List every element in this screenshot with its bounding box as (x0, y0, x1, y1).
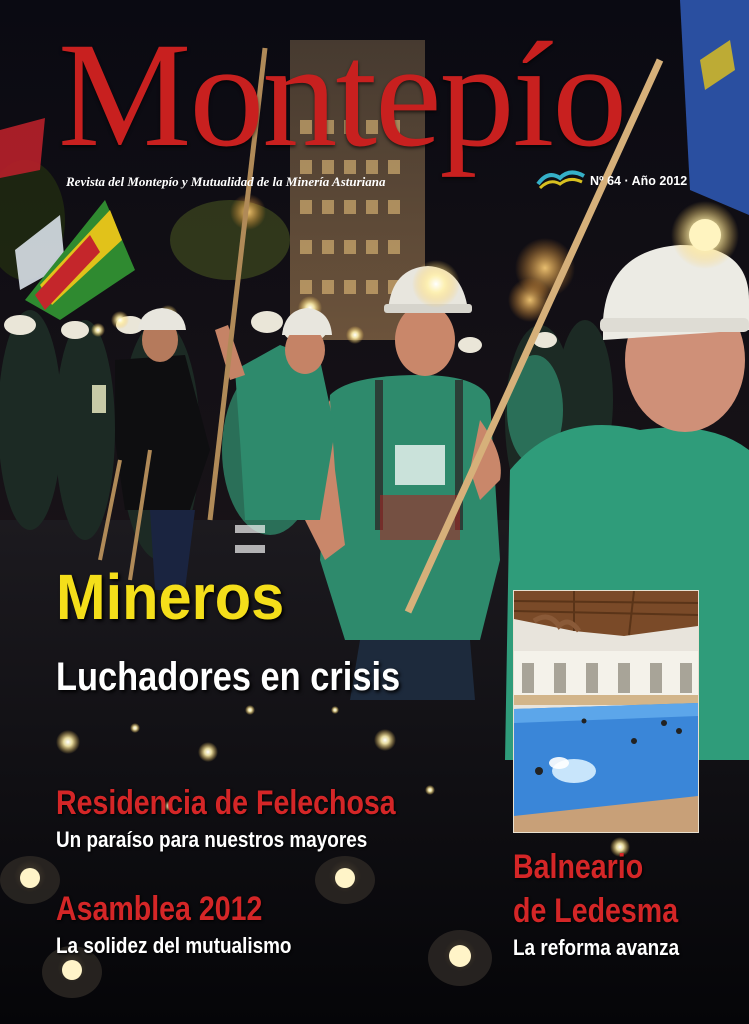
cover-headline: Mineros (56, 561, 285, 633)
story-subtitle-balneario: La reforma avanza (513, 935, 680, 960)
story-title-residencia: Residencia de Felechosa (56, 784, 396, 822)
story-subtitle-asamblea: La solidez del mutualismo (56, 933, 292, 958)
masthead-subtitle: Revista del Montepío y Mutualidad de la Minería Asturiana (66, 174, 386, 189)
story-title-balneario-line1: Balneario (513, 848, 644, 886)
masthead-title: Montepío (58, 12, 626, 178)
story-subtitle-residencia: Un paraíso para nuestros mayores (56, 827, 368, 852)
issue-number: Nº 64 · Año 2012 (590, 174, 688, 188)
story-title-asamblea: Asamblea 2012 (56, 890, 263, 928)
cover-subheadline: Luchadores en crisis (56, 655, 401, 699)
spa-pool-photo (513, 590, 699, 833)
story-title-balneario-line2: de Ledesma (513, 892, 679, 930)
mountain-wave-logo-icon (536, 166, 586, 190)
